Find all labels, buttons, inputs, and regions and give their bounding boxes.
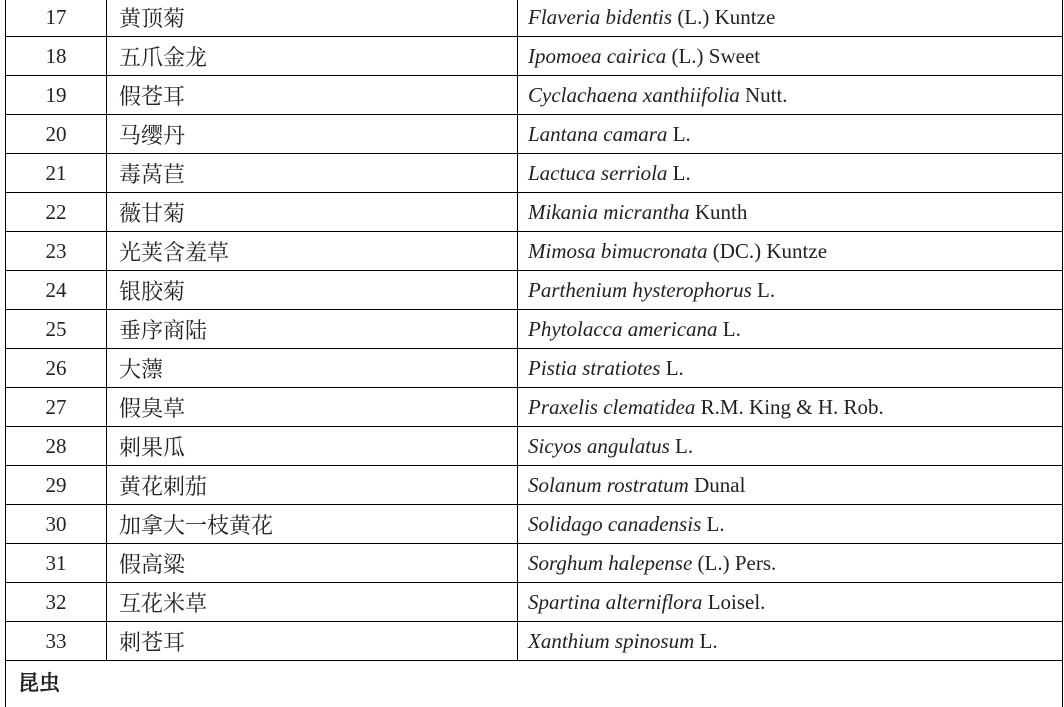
scientific-name	[518, 193, 1063, 232]
table-row	[6, 0, 1063, 37]
table-row	[6, 271, 1063, 310]
invasive-species-table	[5, 0, 1063, 707]
scientific-name	[518, 544, 1063, 583]
scientific-name	[518, 505, 1063, 544]
row-number: 23	[6, 232, 107, 271]
author-citation: L.	[752, 278, 775, 302]
scientific-name	[518, 115, 1063, 154]
scientific-name	[518, 37, 1063, 76]
table-row	[6, 466, 1063, 505]
table-row	[6, 505, 1063, 544]
binomial-name: Ipomoea cairica	[528, 44, 666, 68]
chinese-name: 五爪金龙	[107, 37, 518, 76]
scientific-name	[518, 154, 1063, 193]
row-number: 27	[6, 388, 107, 427]
row-number: 32	[6, 583, 107, 622]
scientific-name	[518, 622, 1063, 661]
table-row	[6, 388, 1063, 427]
author-citation: L.	[670, 434, 693, 458]
table-row	[6, 349, 1063, 388]
row-number: 24	[6, 271, 107, 310]
author-citation: (L.) Pers.	[692, 551, 776, 575]
scientific-name	[518, 427, 1063, 466]
chinese-name: 假高粱	[107, 544, 518, 583]
chinese-name: 黄花刺茄	[107, 466, 518, 505]
row-number: 29	[6, 466, 107, 505]
chinese-name: 大薸	[107, 349, 518, 388]
binomial-name: Pistia stratiotes	[528, 356, 660, 380]
chinese-name: 加拿大一枝黄花	[107, 505, 518, 544]
section-heading: 昆虫	[6, 661, 1063, 707]
scientific-name	[518, 388, 1063, 427]
row-number: 20	[6, 115, 107, 154]
row-number: 22	[6, 193, 107, 232]
chinese-name: 马缨丹	[107, 115, 518, 154]
author-citation: L.	[718, 317, 741, 341]
binomial-name: Cyclachaena xanthiifolia	[528, 83, 740, 107]
table-row	[6, 583, 1063, 622]
scientific-name	[518, 0, 1063, 37]
table-row	[6, 427, 1063, 466]
row-number: 30	[6, 505, 107, 544]
table-row	[6, 37, 1063, 76]
table-row	[6, 115, 1063, 154]
scientific-name	[518, 583, 1063, 622]
section-row	[6, 661, 1063, 707]
table-row	[6, 193, 1063, 232]
row-number: 18	[6, 37, 107, 76]
table-row	[6, 232, 1063, 271]
chinese-name: 互花米草	[107, 583, 518, 622]
author-citation: (DC.) Kuntze	[707, 239, 827, 263]
table-row	[6, 544, 1063, 583]
table-row	[6, 76, 1063, 115]
author-citation: (L.) Sweet	[666, 44, 760, 68]
binomial-name: Lactuca serriola	[528, 161, 667, 185]
chinese-name: 假臭草	[107, 388, 518, 427]
author-citation: Nutt.	[740, 83, 788, 107]
chinese-name: 假苍耳	[107, 76, 518, 115]
author-citation: Loisel.	[702, 590, 765, 614]
binomial-name: Lantana camara	[528, 122, 667, 146]
scientific-name	[518, 232, 1063, 271]
row-number: 25	[6, 310, 107, 349]
binomial-name: Solanum rostratum	[528, 473, 689, 497]
chinese-name: 垂序商陆	[107, 310, 518, 349]
table-row	[6, 622, 1063, 661]
table-body	[6, 0, 1063, 661]
row-number: 26	[6, 349, 107, 388]
binomial-name: Sorghum halepense	[528, 551, 692, 575]
binomial-name: Solidago canadensis	[528, 512, 701, 536]
author-citation: L.	[667, 161, 690, 185]
chinese-name: 银胶菊	[107, 271, 518, 310]
chinese-name: 光荚含羞草	[107, 232, 518, 271]
binomial-name: Xanthium spinosum	[528, 629, 694, 653]
chinese-name: 毒莴苣	[107, 154, 518, 193]
binomial-name: Flaveria bidentis	[528, 5, 672, 29]
author-citation: L.	[667, 122, 690, 146]
author-citation: R.M. King & H. Rob.	[695, 395, 883, 419]
row-number: 21	[6, 154, 107, 193]
row-number: 31	[6, 544, 107, 583]
row-number: 28	[6, 427, 107, 466]
author-citation: Kunth	[690, 200, 748, 224]
binomial-name: Phytolacca americana	[528, 317, 718, 341]
author-citation: (L.) Kuntze	[672, 5, 775, 29]
chinese-name: 薇甘菊	[107, 193, 518, 232]
table-row	[6, 310, 1063, 349]
chinese-name: 黄顶菊	[107, 0, 518, 37]
binomial-name: Mimosa bimucronata	[528, 239, 707, 263]
scientific-name	[518, 76, 1063, 115]
chinese-name: 刺果瓜	[107, 427, 518, 466]
scientific-name	[518, 271, 1063, 310]
binomial-name: Praxelis clematidea	[528, 395, 695, 419]
row-number: 33	[6, 622, 107, 661]
row-number: 19	[6, 76, 107, 115]
table-row	[6, 154, 1063, 193]
binomial-name: Parthenium hysterophorus	[528, 278, 752, 302]
scientific-name	[518, 310, 1063, 349]
section-body	[6, 661, 1063, 707]
scientific-name	[518, 466, 1063, 505]
author-citation: L.	[694, 629, 717, 653]
author-citation: L.	[701, 512, 724, 536]
scientific-name	[518, 349, 1063, 388]
author-citation: Dunal	[689, 473, 746, 497]
binomial-name: Spartina alterniflora	[528, 590, 702, 614]
binomial-name: Mikania micrantha	[528, 200, 690, 224]
row-number: 17	[6, 0, 107, 37]
binomial-name: Sicyos angulatus	[528, 434, 670, 458]
author-citation: L.	[660, 356, 683, 380]
chinese-name: 刺苍耳	[107, 622, 518, 661]
